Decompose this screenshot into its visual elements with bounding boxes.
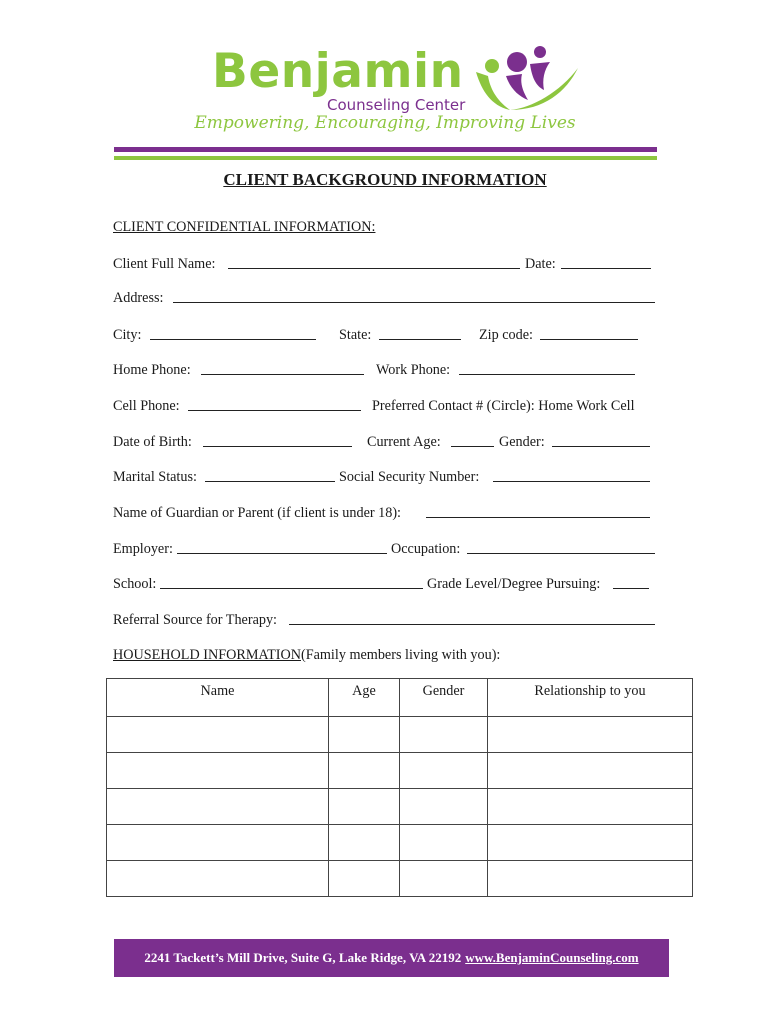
relationship-cell[interactable]	[488, 861, 693, 897]
logo-subtitle: Counseling Center	[327, 96, 466, 114]
gender-field[interactable]	[552, 446, 650, 447]
household-note: (Family members living with you):	[300, 647, 501, 663]
gender-cell[interactable]	[400, 825, 488, 861]
relationship-cell[interactable]	[488, 789, 693, 825]
name-cell[interactable]	[107, 789, 329, 825]
table-row	[107, 717, 693, 753]
zip-code-field[interactable]	[540, 339, 638, 340]
label-address: Address:	[113, 290, 164, 306]
row-phones	[113, 361, 658, 379]
state-field[interactable]	[379, 339, 461, 340]
label-referral-source: Referral Source for Therapy:	[113, 612, 278, 628]
name-cell[interactable]	[107, 717, 329, 753]
logo	[210, 44, 580, 120]
label-date: Date:	[525, 256, 556, 272]
table-row	[107, 753, 693, 789]
label-date-of-birth: Date of Birth:	[113, 434, 192, 450]
cell-phone-field[interactable]	[188, 410, 361, 411]
age-cell[interactable]	[329, 861, 400, 897]
footer-address: 2241 Tackett’s Mill Drive, Suite G, Lake Ridge, VA 22192	[144, 950, 462, 965]
occupation-field[interactable]	[467, 553, 655, 554]
gender-cell[interactable]	[400, 861, 488, 897]
age-cell[interactable]	[329, 825, 400, 861]
column-header-gender: Gender	[400, 679, 488, 717]
home-phone-field[interactable]	[201, 374, 364, 375]
label-zip-code: Zip code:	[479, 327, 533, 343]
logo-name: Benjamin	[212, 44, 464, 99]
row-cell-phone	[113, 397, 658, 415]
label-cell-phone: Cell Phone:	[113, 398, 180, 414]
relationship-cell[interactable]	[488, 717, 693, 753]
row-employer-occupation	[113, 540, 658, 558]
gender-cell[interactable]	[400, 753, 488, 789]
table-row	[107, 789, 693, 825]
table-row	[107, 861, 693, 897]
label-client-full-name: Client Full Name:	[113, 256, 216, 272]
date-field[interactable]	[561, 268, 651, 269]
gender-cell[interactable]	[400, 717, 488, 753]
footer-bar	[114, 939, 669, 977]
tagline: Empowering, Encouraging, Improving Lives	[194, 113, 576, 133]
marital-status-field[interactable]	[205, 481, 335, 482]
school-field[interactable]	[160, 588, 423, 589]
label-employer: Employer:	[113, 541, 173, 557]
header-divider-green	[114, 156, 657, 160]
label-gender: Gender:	[499, 434, 545, 450]
age-cell[interactable]	[329, 789, 400, 825]
name-cell[interactable]	[107, 753, 329, 789]
section-heading-household	[113, 647, 500, 664]
row-marital-ssn	[113, 468, 658, 486]
label-occupation: Occupation:	[391, 541, 461, 557]
three-figures-logo-icon	[470, 44, 580, 114]
label-preferred-contact: Preferred Contact # (Circle): Home Work Cell	[372, 398, 635, 414]
label-current-age: Current Age:	[367, 434, 441, 450]
address-field[interactable]	[173, 302, 655, 303]
name-cell[interactable]	[107, 825, 329, 861]
guardian-field[interactable]	[426, 517, 650, 518]
date-of-birth-field[interactable]	[203, 446, 352, 447]
row-name-date	[113, 255, 658, 273]
label-guardian: Name of Guardian or Parent (if client is under 18):	[113, 505, 401, 521]
referral-source-field[interactable]	[289, 624, 655, 625]
label-marital-status: Marital Status:	[113, 469, 197, 485]
table-row	[107, 825, 693, 861]
table-header-row	[107, 679, 693, 717]
relationship-cell[interactable]	[488, 753, 693, 789]
row-school-grade	[113, 575, 658, 593]
grade-level-field[interactable]	[613, 588, 649, 589]
column-header-relationship: Relationship to you	[488, 679, 693, 717]
row-guardian	[113, 504, 658, 522]
relationship-cell[interactable]	[488, 825, 693, 861]
household-table	[106, 678, 693, 897]
work-phone-field[interactable]	[459, 374, 635, 375]
city-field[interactable]	[150, 339, 316, 340]
column-header-name: Name	[107, 679, 329, 717]
current-age-field[interactable]	[451, 446, 494, 447]
row-city-state-zip	[113, 326, 658, 344]
household-heading: HOUSEHOLD INFORMATION	[113, 647, 301, 663]
row-address	[113, 289, 658, 307]
document-title: CLIENT BACKGROUND INFORMATION	[223, 170, 547, 189]
name-cell[interactable]	[107, 861, 329, 897]
section-heading-confidential: CLIENT CONFIDENTIAL INFORMATION:	[113, 219, 376, 235]
website-link[interactable]: www.BenjaminCounseling.com	[465, 950, 639, 965]
label-home-phone: Home Phone:	[113, 362, 191, 378]
client-full-name-field[interactable]	[228, 268, 520, 269]
label-ssn: Social Security Number:	[339, 469, 480, 485]
label-city: City:	[113, 327, 142, 343]
age-cell[interactable]	[329, 753, 400, 789]
row-referral	[113, 611, 658, 629]
age-cell[interactable]	[329, 717, 400, 753]
ssn-field[interactable]	[493, 481, 650, 482]
label-work-phone: Work Phone:	[376, 362, 451, 378]
label-state: State:	[339, 327, 372, 343]
employer-field[interactable]	[177, 553, 387, 554]
gender-cell[interactable]	[400, 789, 488, 825]
label-school: School:	[113, 576, 157, 592]
row-dob-age-gender	[113, 433, 658, 451]
header-divider-purple	[114, 147, 657, 152]
column-header-age: Age	[329, 679, 400, 717]
label-grade-level: Grade Level/Degree Pursuing:	[427, 576, 601, 592]
